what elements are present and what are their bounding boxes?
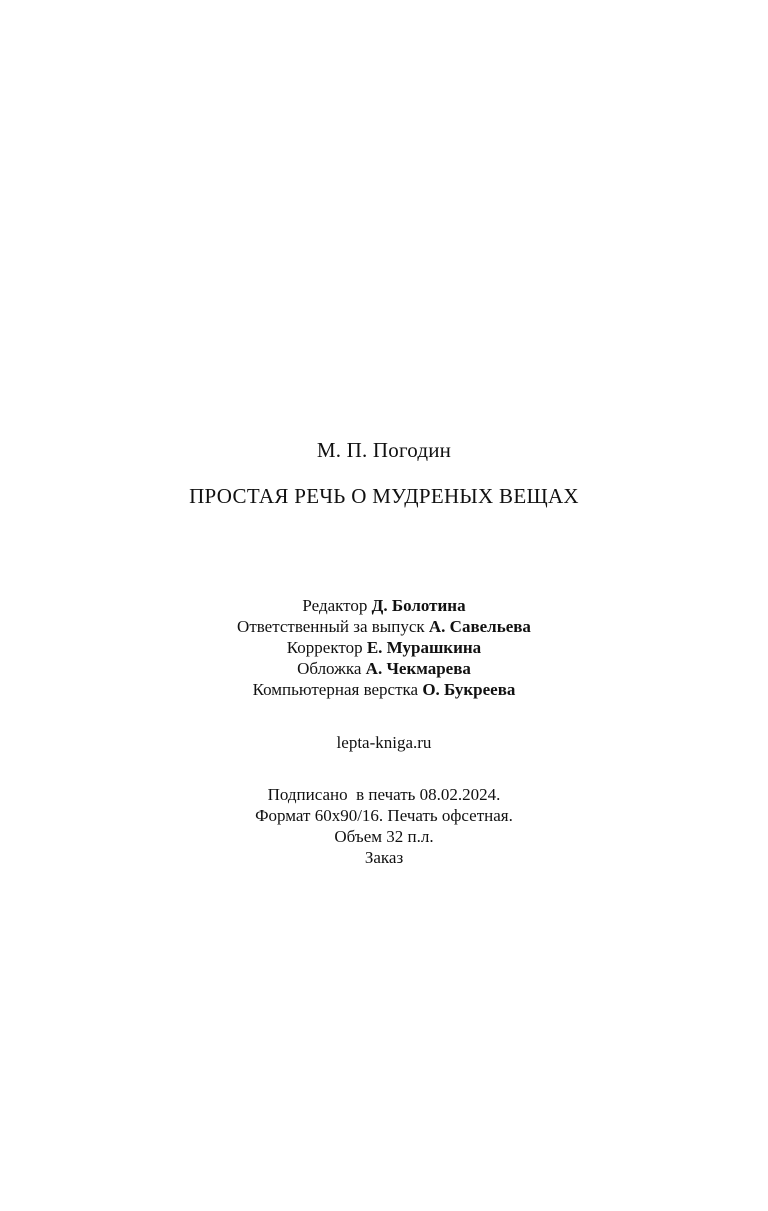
author-name: М. П. Погодин <box>316 438 452 462</box>
credit-person: А. Чекмарева <box>365 659 471 678</box>
credit-role: Редактор <box>302 596 368 615</box>
imprint-format: Формат 60х90/16. Печать офсетная. <box>255 806 513 825</box>
credit-role: Корректор <box>286 638 363 657</box>
book-title: ПРОСТАЯ РЕЧЬ О МУДРЕНЫХ ВЕЩАХ <box>189 484 579 508</box>
credit-person: А. Савельева <box>428 617 531 636</box>
credits-block <box>0 595 768 700</box>
credit-proofreader <box>0 637 768 658</box>
credit-responsible <box>0 616 768 637</box>
imprint-signed: Подписано в печать 08.02.2024. <box>267 785 501 804</box>
imprint-volume: Объем 32 п.л. <box>334 827 434 846</box>
credit-role: Компьютерная верстка <box>252 680 419 699</box>
imprint-order: Заказ <box>364 848 404 867</box>
credit-role: Обложка <box>297 659 362 678</box>
credit-cover <box>0 658 768 679</box>
credit-layout <box>0 679 768 700</box>
publisher-website: lepta-kniga.ru <box>336 733 432 752</box>
credit-person: Е. Мурашкина <box>366 638 482 657</box>
credit-person: О. Букреева <box>422 680 516 699</box>
imprint-block <box>0 784 768 868</box>
credit-person: Д. Болотина <box>371 596 466 615</box>
credit-role: Ответственный за выпуск <box>237 617 425 636</box>
credit-editor <box>0 595 768 616</box>
